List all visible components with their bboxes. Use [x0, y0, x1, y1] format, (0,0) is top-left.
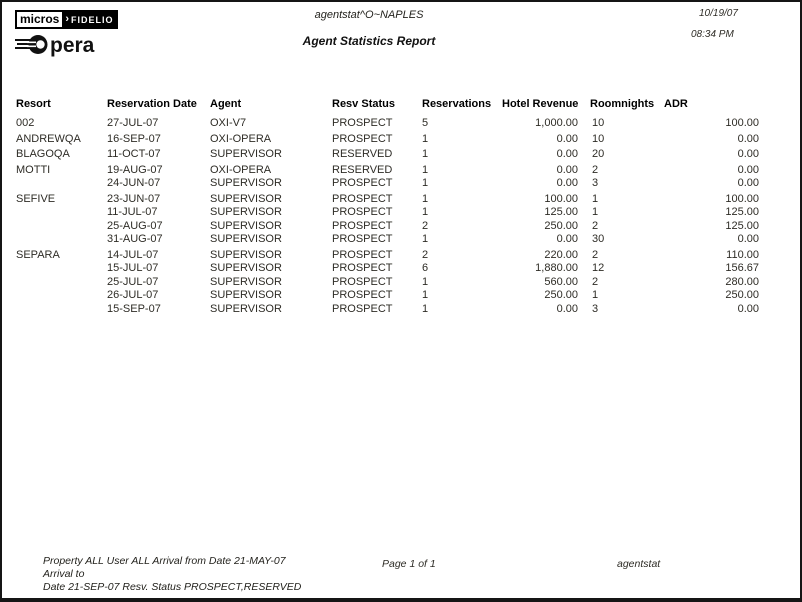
cell-status: RESERVED — [332, 163, 393, 176]
cell-revenue: 0.00 — [556, 132, 578, 145]
table-row — [16, 233, 759, 247]
table-row — [16, 146, 759, 162]
cell-adr: 0.00 — [737, 233, 759, 246]
cell-reservations: 1 — [422, 177, 429, 190]
table-row — [16, 206, 759, 220]
table-row — [16, 162, 759, 178]
cell-resort: SEPARA — [16, 248, 60, 261]
cell-resort — [16, 262, 107, 276]
cell-reservations: 2 — [422, 248, 429, 261]
cell-reservations: 1 — [422, 192, 429, 205]
cell-agent: SUPERVISOR — [210, 192, 282, 205]
footer-filter-line2: Date 21-SEP-07 Resv. Status PROSPECT,RESERVED — [43, 581, 302, 593]
cell-date: 24-JUN-07 — [107, 177, 161, 190]
cell-status: PROSPECT — [332, 117, 393, 130]
fidelio-logo-text: FIDELIO — [71, 14, 114, 25]
cell-date: 16-SEP-07 — [107, 132, 161, 145]
cell-agent: SUPERVISOR — [210, 248, 282, 261]
cell-status: PROSPECT — [332, 192, 393, 205]
cell-reservations: 1 — [422, 302, 429, 315]
cell-roomnights: 12 — [592, 262, 605, 275]
cell-revenue: 250.00 — [544, 219, 578, 232]
cell-resort: ANDREWQA — [16, 132, 81, 145]
opera-logo — [15, 32, 94, 58]
micros-fidelio-logo — [15, 10, 118, 29]
cell-roomnights: 2 — [592, 275, 599, 288]
table-header-row — [16, 98, 759, 115]
cell-date: 11-JUL-07 — [107, 206, 158, 219]
cell-resort: MOTTI — [16, 163, 51, 176]
cell-agent: SUPERVISOR — [210, 289, 282, 302]
cell-adr: 125.00 — [725, 206, 759, 219]
cell-adr: 100.00 — [725, 192, 759, 205]
cell-revenue: 0.00 — [556, 233, 578, 246]
cell-adr: 100.00 — [725, 117, 759, 130]
cell-roomnights: 1 — [592, 192, 599, 205]
cell-roomnights: 3 — [592, 302, 599, 315]
table-row — [16, 276, 759, 290]
cell-revenue: 220.00 — [544, 248, 578, 261]
cell-agent: SUPERVISOR — [210, 275, 282, 288]
footer-report-name: agentstat — [617, 558, 661, 570]
cell-status: RESERVED — [332, 148, 393, 161]
cell-resort — [16, 220, 107, 234]
cell-reservations: 1 — [422, 233, 429, 246]
cell-adr: 110.00 — [726, 248, 759, 261]
cell-adr: 280.00 — [725, 275, 759, 288]
cell-status: PROSPECT — [332, 177, 393, 190]
cell-revenue: 100.00 — [544, 192, 578, 205]
column-header-resort: Resort — [16, 98, 51, 110]
cell-reservations: 6 — [422, 262, 429, 275]
cell-resort: BLAGOQA — [16, 148, 70, 161]
cell-adr: 0.00 — [737, 148, 759, 161]
cell-date: 19-AUG-07 — [107, 163, 163, 176]
cell-roomnights: 10 — [592, 132, 605, 145]
cell-revenue: 250.00 — [544, 289, 578, 302]
cell-agent: SUPERVISOR — [210, 219, 282, 232]
column-header-agent: Agent — [210, 98, 242, 110]
cell-adr: 0.00 — [737, 132, 759, 145]
cell-roomnights: 1 — [592, 206, 599, 219]
cell-revenue: 1,000.00 — [535, 117, 578, 130]
cell-adr: 250.00 — [725, 289, 759, 302]
cell-date: 27-JUL-07 — [107, 117, 159, 130]
cell-roomnights: 3 — [592, 177, 599, 190]
cell-date: 26-JUL-07 — [107, 289, 159, 302]
cell-reservations: 1 — [422, 163, 429, 176]
cell-revenue: 0.00 — [556, 177, 578, 190]
cell-reservations: 1 — [422, 206, 429, 219]
column-header-hotel-revenue: Hotel Revenue — [502, 98, 579, 110]
cell-status: PROSPECT — [332, 262, 393, 275]
cell-agent: SUPERVISOR — [210, 233, 282, 246]
column-header-adr: ADR — [664, 98, 688, 110]
cell-status: PROSPECT — [332, 302, 393, 315]
cell-revenue: 560.00 — [544, 275, 578, 288]
footer-filter-line1: Property ALL User ALL Arrival from Date 21-MAY-07 Arrival to — [43, 555, 286, 580]
column-header-roomnights: Roomnights — [590, 98, 655, 110]
cell-agent: SUPERVISOR — [210, 177, 282, 190]
cell-reservations: 2 — [422, 219, 429, 232]
footer-filter-summary — [43, 555, 308, 594]
table-row — [16, 262, 759, 276]
cell-date: 25-AUG-07 — [107, 219, 163, 232]
cell-resort — [16, 177, 107, 191]
cell-date: 15-SEP-07 — [107, 302, 161, 315]
cell-resort — [16, 289, 107, 303]
cell-revenue: 1,880.00 — [535, 262, 578, 275]
column-header-reservations: Reservations — [422, 98, 492, 110]
cell-roomnights: 30 — [592, 233, 605, 246]
cell-revenue: 0.00 — [556, 148, 578, 161]
cell-status: PROSPECT — [332, 248, 393, 261]
print-time: 08:34 PM — [691, 29, 734, 40]
column-header-reservation-date: Reservation Date — [107, 98, 197, 110]
cell-revenue: 0.00 — [556, 163, 578, 176]
cell-roomnights: 2 — [592, 248, 599, 261]
cell-agent: OXI-OPERA — [210, 132, 272, 145]
cell-status: PROSPECT — [332, 289, 393, 302]
opera-o-icon — [15, 32, 49, 58]
cell-resort: SEFIVE — [16, 192, 56, 205]
column-header-resv-status: Resv Status — [332, 98, 395, 110]
cell-agent: OXI-V7 — [210, 117, 247, 130]
cell-adr: 0.00 — [737, 302, 759, 315]
table-row — [16, 191, 759, 207]
cell-agent: SUPERVISOR — [210, 302, 282, 315]
cell-status: PROSPECT — [332, 233, 393, 246]
table-row — [16, 115, 759, 131]
cell-revenue: 125.00 — [544, 206, 578, 219]
table-row — [16, 303, 759, 317]
cell-reservations: 1 — [422, 132, 429, 145]
cell-resort — [16, 276, 107, 290]
cell-agent: SUPERVISOR — [210, 262, 282, 275]
agent-statistics-table — [16, 98, 759, 316]
cell-roomnights: 1 — [592, 289, 599, 302]
cell-agent: OXI-OPERA — [210, 163, 272, 176]
cell-roomnights: 10 — [592, 117, 605, 130]
table-row — [16, 247, 759, 263]
cell-status: PROSPECT — [332, 206, 393, 219]
cell-roomnights: 2 — [592, 163, 599, 176]
print-date: 10/19/07 — [699, 8, 738, 19]
table-row — [16, 220, 759, 234]
cell-date: 31-AUG-07 — [107, 233, 163, 246]
table-row — [16, 131, 759, 147]
cell-revenue: 0.00 — [556, 302, 578, 315]
cell-date: 23-JUN-07 — [107, 192, 161, 205]
cell-date: 11-OCT-07 — [107, 148, 161, 161]
table-row — [16, 177, 759, 191]
cell-reservations: 1 — [422, 275, 429, 288]
table-body — [16, 115, 759, 316]
cell-date: 14-JUL-07 — [107, 248, 159, 261]
report-id: agentstat^O~NAPLES — [314, 9, 424, 21]
cell-date: 15-JUL-07 — [107, 262, 159, 275]
cell-status: PROSPECT — [332, 275, 393, 288]
cell-date: 25-JUL-07 — [107, 275, 159, 288]
cell-roomnights: 20 — [592, 148, 605, 161]
cell-agent: SUPERVISOR — [210, 148, 282, 161]
cell-resort — [16, 233, 107, 247]
cell-status: PROSPECT — [332, 132, 393, 145]
cell-roomnights: 2 — [592, 219, 599, 232]
cell-adr: 156.67 — [725, 262, 759, 275]
cell-resort — [16, 303, 107, 317]
page-number: Page 1 of 1 — [382, 558, 436, 570]
fidelio-logo-box — [64, 10, 117, 29]
micros-logo-text: micros — [15, 10, 64, 29]
page-title: Agent Statistics Report — [302, 34, 436, 48]
cell-agent: SUPERVISOR — [210, 206, 282, 219]
opera-logo-text: pera — [50, 33, 95, 57]
cell-resort: 002 — [16, 117, 35, 130]
cell-reservations: 5 — [422, 117, 429, 130]
cell-reservations: 1 — [422, 289, 429, 302]
cell-adr: 125.00 — [725, 219, 759, 232]
cell-status: PROSPECT — [332, 219, 393, 232]
chevron-right-icon: › — [65, 13, 71, 25]
table-row — [16, 289, 759, 303]
cell-resort — [16, 206, 107, 220]
cell-adr: 0.00 — [737, 177, 759, 190]
cell-adr: 0.00 — [737, 163, 759, 176]
cell-reservations: 1 — [422, 148, 429, 161]
